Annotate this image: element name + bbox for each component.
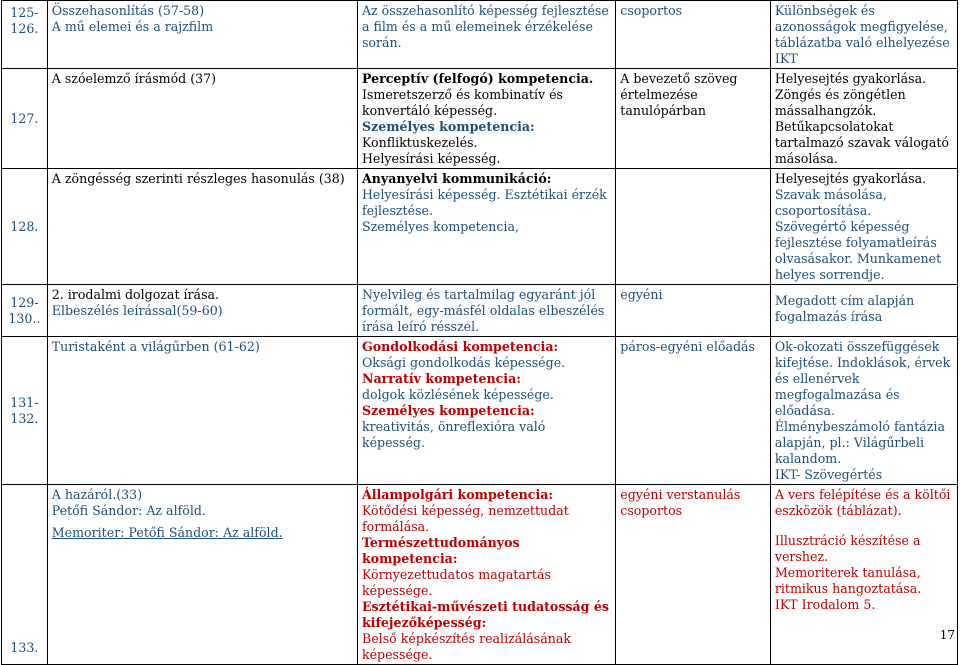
table-row [2,285,958,337]
topic-cell: Összehasonlítás (57-58) A mű elemei és a rajzfilm [47,1,357,69]
notes-cell: Megadott cím alapján fogalmazás írása [770,285,957,337]
competence-cell: Anyanyelvi kommunikáció: Helyesírási képesség. Esztétikai érzék fejlesztése. Személyes kompetencia, [357,169,615,285]
topic-cell: A szóelemző írásmód (37) [47,69,357,169]
lesson-number: 127. [2,69,48,169]
notes-cell: Ok-okozati összefüggések kifejtése. Indoklások, érvek és ellenérvek megfogalmazása és előadása. Élménybeszámoló fantázia alapján, pl.: Világűrbeli kalandom. IKT- Szövegértés [770,337,957,485]
competence-cell: Nyelvileg és tartalmilag egyaránt jól formált, egy-másfél oldalas elbeszélés írása leíró résszel. [357,285,615,337]
notes-cell: Helyesejtés gyakorlása. Zöngés és zöngétlen mássalhangzók. Betűkapcsolatokat tartalmazó szavak válogató másolása. [770,69,957,169]
method-cell: egyéni [616,285,771,337]
topic-cell: Turistaként a világűrben (61-62) [47,337,357,485]
lesson-number: 125- 126. [2,1,48,69]
table-row [2,337,958,485]
topic-cell: A zöngésség szerinti részleges hasonulás (38) [47,169,357,285]
page-number: 17 [939,628,955,642]
lesson-number: 128. [2,169,48,285]
lesson-number: 131- 132. [2,337,48,485]
notes-cell: Helyesejtés gyakorlása. Szavak másolása, csoportosítása. Szövegértő képesség fejlesztése folyamatleírás olvasásakor. Munkamenet helyes sorrendje. [770,169,957,285]
notes-cell: A vers felépítése és a költői eszközök (táblázat). Illusztráció készítése a vershez. Memoriterek tanulása, ritmikus hangoztatása. IKT Irodalom 5. [770,485,957,665]
memoriter-label: Memoriter: [51,525,129,540]
lesson-number: 133. [2,485,48,665]
notes-cell: Különbségek és azonosságok megfigyelése, táblázatba való elhelyezése IKT [770,1,957,69]
competence-cell: Az összehasonlító képesség fejlesztése a film és a mű elemeinek érzékelése során. [357,1,615,69]
method-cell: csoportos [616,1,771,69]
competence-cell: Állampolgári kompetencia: Kötődési képesség, nemzettudat formálása. Természettudományos kompetencia: Környezettudatos magatartás képessége. Esztétikai-művészeti tudatosság és kifejezőképesség: Belső képkészítés realizálásának képessége. [357,485,615,665]
table-row [2,69,958,169]
competence-cell: Gondolkodási kompetencia: Oksági gondolkodás képessége. Narratív kompetencia: dolgok közlésének képessége. Személyes kompetencia: kreativitás, önreflexióra való képesség. [357,337,615,485]
competence-cell: Perceptív (felfogó) kompetencia. Ismeretszerző és kombinatív és konvertáló képesség. Személyes kompetencia: Konfliktuskezelés. Helyesírási képesség. [357,69,615,169]
method-cell: A bevezető szöveg értelmezése tanulópárban [616,69,771,169]
topic-cell: A hazáról.(33) Petőfi Sándor: Az alföld. Memoriter: Petőfi Sándor: Az alföld. [47,485,357,665]
method-cell [616,169,771,285]
method-cell: egyéni verstanulás csoportos [616,485,771,665]
method-cell: páros-egyéni előadás [616,337,771,485]
lesson-number: 129- 130.. [2,285,48,337]
table-row [2,169,958,285]
topic-cell: 2. irodalmi dolgozat írása. Elbeszélés leírással(59-60) [47,285,357,337]
lesson-plan-table [1,0,958,665]
table-row [2,485,958,665]
table-row [2,1,958,69]
